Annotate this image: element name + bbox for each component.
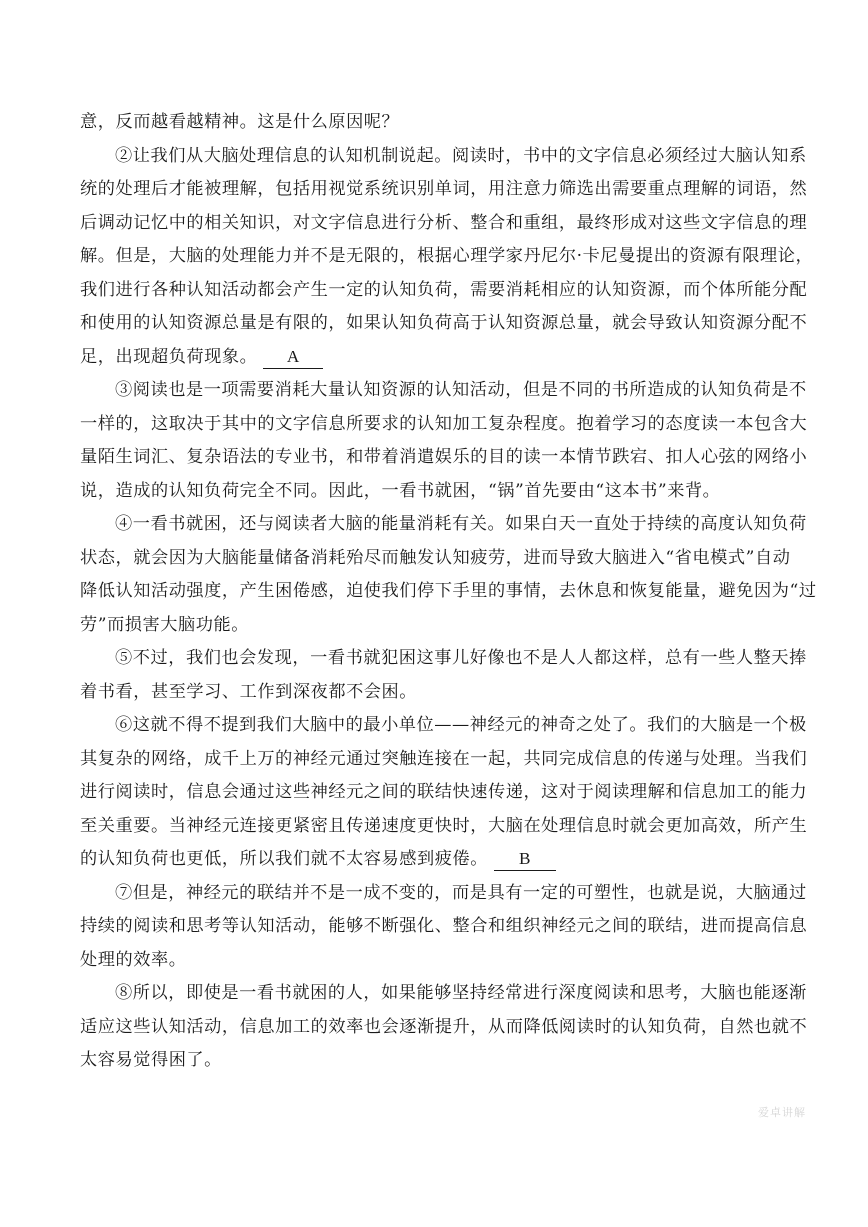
text-line: 状态，就会因为大脑能量储备消耗殆尽而触发认知疲劳，进而导致大脑进入“省电模式”自动 [80, 547, 791, 568]
paragraph-8-line: ⑧所以，即使是一看书就困的人，如果能够坚持经常进行深度阅读和思考，大脑也能逐渐 [115, 983, 807, 1003]
paragraph-2-line: ②让我们从大脑处理信息的认知机制说起。阅读时，书中的文字信息必须经过大脑认知系 [115, 145, 807, 166]
blank-a: A [263, 346, 323, 369]
text-line: 劳”而损害大脑功能。 [80, 614, 249, 635]
text-line: 解。但是，大脑的处理能力并不是无限的，根据心理学家丹尼尔·卡尼曼提出的资源有限理论， [80, 246, 814, 266]
paragraph-7-line: ⑦但是，神经元的联结并不是一成不变的，而是具有一定的可塑性，也就是说，大脑通过 [115, 882, 807, 903]
text-line: 意，反而越看越精神。这是什么原因呢？ [80, 112, 400, 132]
text-line: 的认知负荷也更低，所以我们就不太容易感到疲倦。 B [80, 843, 788, 877]
paragraph-4-line: ④一看书就困，还与阅读者大脑的能量消耗有关。如果白天一直处于持续的高度认知负荷 [115, 514, 807, 534]
text-line: 量陌生词汇、复杂语法的专业书，和带着消遣娱乐的目的读一本情节跌宕、扣人心弦的网络小 [80, 447, 808, 467]
paragraph-5-line: ⑤不过，我们也会发现，一看书就犯困这事儿好像也不是人人都这样，总有一些人整天捧 [115, 648, 807, 668]
text-line: 适应这些认知活动，信息加工的效率也会逐渐提升，从而降低阅读时的认知负荷，自然也就不 [80, 1016, 808, 1037]
blank-b: B [494, 848, 556, 871]
document-body [80, 106, 817, 1078]
text-line: 太容易觉得困了。 [80, 1050, 222, 1070]
text-line: 足，出现超负荷现象。 A [80, 341, 788, 375]
text-line: 后调动记忆中的相关知识，对文字信息进行分析、整合和重组，最终形成对这些文字信息的理 [80, 212, 808, 233]
paragraph-6-line: ⑥这就不得不提到我们大脑中的最小单位——神经元的神奇之处了。我们的大脑是一个极 [115, 715, 807, 735]
text-line: 降低认知活动强度，产生困倦感，迫使我们停下手里的事情，去休息和恢复能量，避免因为“过 [80, 581, 817, 601]
text-line: 说，造成的认知负荷完全不同。因此，一看书就困，“锅”首先要由“这本书”来背。 [80, 480, 721, 501]
text-line: 我们进行各种认知活动都会产生一定的认知负荷，需要消耗相应的认知资源，而个体所能分配 [80, 279, 808, 300]
text-line: 至关重要。当神经元连接更紧密且传递速度更快时，大脑在处理信息时就会更加高效，所产生 [80, 815, 808, 836]
text-line: 一样的，这取决于其中的文字信息所要求的认知加工复杂程度。抱着学习的态度读一本包含大 [80, 413, 808, 434]
text-line: 着书看，甚至学习、工作到深夜都不会困。 [80, 681, 418, 702]
text-line: 和使用的认知资源总量是有限的，如果认知负荷高于认知资源总量，就会导致认知资源分配不 [80, 313, 808, 333]
watermark: 爱卓讲解 [758, 1106, 806, 1119]
text-line: 处理的效率。 [80, 949, 187, 970]
text-line: 其复杂的网络，成千上万的神经元通过突触连接在一起，共同完成信息的传递与处理。当我们 [80, 748, 808, 769]
text-line: 持续的阅读和思考等认知活动，能够不断强化、整合和组织神经元之间的联结，进而提高信息 [80, 916, 808, 936]
text-line: 进行阅读时，信息会通过这些神经元之间的联结快速传递，这对于阅读理解和信息加工的能力 [80, 782, 808, 802]
text-line: 统的处理后才能被理解，包括用视觉系统识别单词，用注意力筛选出需要重点理解的词语，然 [80, 179, 808, 199]
paragraph-3-line: ③阅读也是一项需要消耗大量认知资源的认知活动，但是不同的书所造成的认知负荷是不 [115, 380, 807, 400]
